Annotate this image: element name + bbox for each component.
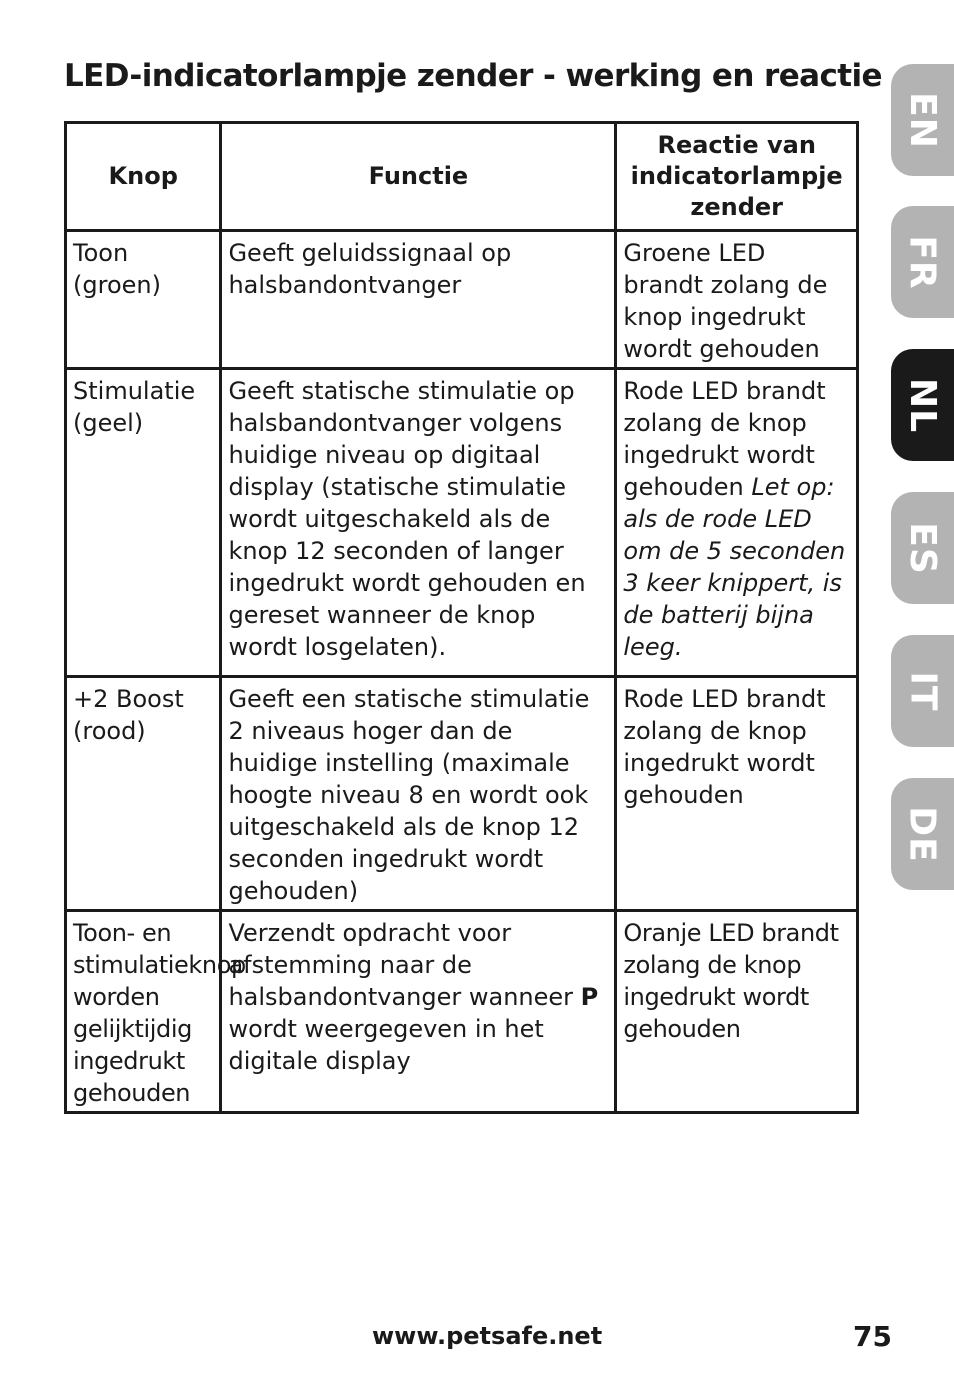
table-row — [66, 231, 858, 369]
pairing-symbol: P — [580, 983, 599, 1011]
functie-text-before: Verzendt opdracht voor afstemming naar de halsbandontvanger wanneer — [228, 919, 574, 1011]
tab-label: EN — [901, 91, 943, 149]
header-reactie: Reactie van indicatorlampje zender — [616, 123, 858, 231]
tab-es[interactable] — [891, 492, 954, 604]
reactie-text: Rode LED brandt zolang de knop ingedrukt wordt gehouden — [623, 377, 826, 501]
battery-warning-note: Let op: als de rode LED om de 5 seconden 3 keer knippert, is de batterij bijna leeg. — [623, 473, 846, 661]
page-number: 75 — [853, 1320, 892, 1353]
tab-en[interactable] — [891, 64, 954, 176]
tab-label: NL — [901, 377, 943, 433]
language-tabs — [891, 0, 954, 1000]
tab-label: ES — [902, 521, 943, 575]
table-row — [66, 677, 858, 911]
tab-label: IT — [901, 671, 943, 711]
tab-fr[interactable] — [891, 206, 954, 318]
cell-functie: Geeft statische stimulatie op halsbandontvanger volgens huidige niveau op digitaal display (statische stimulatie wordt uitgeschakeld als de knop 12 seconden of langer ingedrukt wordt gehouden en gereset wanneer de knop wordt losgelaten). — [221, 369, 616, 677]
tab-label: DE — [901, 805, 943, 863]
cell-functie: Geeft geluidssignaal op halsbandontvanger — [221, 231, 616, 369]
cell-knop: Toon (groen) — [66, 231, 221, 369]
page-title: LED-indicatorlampje zender - werking en reactie — [64, 58, 882, 94]
table-row — [66, 911, 858, 1113]
table-header-row — [66, 123, 858, 231]
functie-text-after: wordt weergegeven in het digitale display — [228, 1015, 544, 1075]
cell-functie — [221, 911, 616, 1113]
table-row — [66, 369, 858, 677]
led-function-table — [64, 121, 859, 1114]
tab-nl[interactable] — [891, 349, 954, 461]
tab-de[interactable] — [891, 778, 954, 890]
cell-knop: +2 Boost (rood) — [66, 677, 221, 911]
tab-it[interactable] — [891, 635, 954, 747]
cell-reactie — [616, 369, 858, 677]
header-knop: Knop — [66, 123, 221, 231]
header-functie: Functie — [221, 123, 616, 231]
cell-reactie: Groene LED brandt zolang de knop ingedrukt wordt gehouden — [616, 231, 858, 369]
cell-knop: Stimulatie (geel) — [66, 369, 221, 677]
footer-url: www.petsafe.net — [372, 1322, 603, 1350]
tab-label: FR — [902, 234, 943, 290]
cell-reactie: Oranje LED brandt zolang de knop ingedrukt wordt gehouden — [616, 911, 858, 1113]
cell-knop: Toon- en stimulatieknop worden gelijktijdig ingedrukt gehouden — [66, 911, 221, 1113]
cell-functie: Geeft een statische stimulatie 2 niveaus hoger dan de huidige instelling (maximale hoogte niveau 8 en wordt ook uitgeschakeld als de knop 12 seconden ingedrukt wordt gehouden) — [221, 677, 616, 911]
cell-reactie: Rode LED brandt zolang de knop ingedrukt wordt gehouden — [616, 677, 858, 911]
